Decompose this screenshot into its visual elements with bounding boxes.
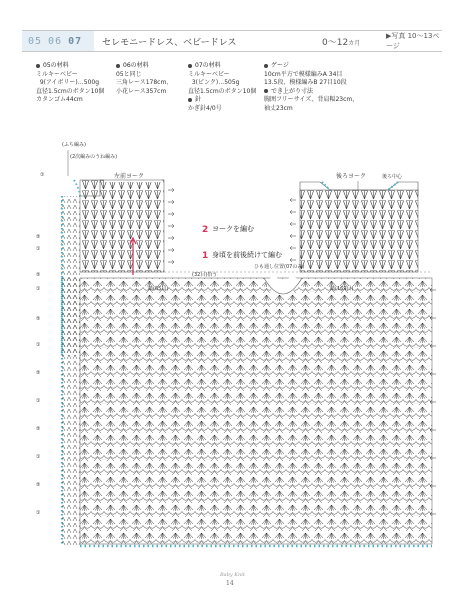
age-range: 0〜12カ月	[322, 37, 361, 48]
footer-logo: Baby Knit	[220, 572, 245, 578]
gauge-line: 10cm平方で模様編みA 34目	[264, 70, 343, 78]
step-1-text: 身頃を前後続けて編む	[212, 251, 282, 259]
material-line: ミルキーベビー	[188, 70, 230, 78]
row-marker: ①	[36, 398, 41, 404]
edge-label: (ふち編み)	[62, 142, 86, 148]
materials-heading: 07の材料	[195, 62, 221, 69]
needle-value: かぎ針4/0号	[188, 104, 222, 112]
start-marker: ①	[40, 172, 45, 178]
row-marker: ⑤	[36, 426, 41, 432]
row-arrows-back	[290, 198, 296, 262]
step-2-number: 2	[202, 225, 209, 235]
photo-reference: ▶写真 10〜13ページ	[386, 32, 440, 50]
page-number: 14	[226, 580, 234, 587]
left-front-yoke	[80, 176, 164, 272]
row-marker: ⑤	[36, 234, 41, 240]
gauge-heading: ゲージ	[271, 62, 289, 69]
pattern-number: 06	[48, 35, 63, 47]
page-title: セレモニードレス、ベビードレス	[102, 37, 237, 48]
material-line: 3(ピンク)…505g	[188, 79, 240, 87]
size-heading: でき上がり寸法	[271, 87, 314, 95]
row-marker: ①	[36, 286, 41, 292]
row-marker: ⑤	[36, 272, 41, 278]
back-center-label: 後ろ中心	[382, 174, 403, 180]
materials-heading: 06の材料	[123, 62, 149, 69]
row-marker: ①	[36, 454, 41, 460]
back-stitch-count: 縞(169目)	[330, 286, 354, 292]
step-1-number: 1	[202, 251, 209, 261]
materials-heading: 05の材料	[43, 62, 69, 69]
row-marker: ⑤	[36, 370, 41, 376]
material-line: 直径1.5cmのボタン10個	[36, 87, 105, 95]
back-yoke	[300, 182, 418, 272]
material-line: 三角レース178cm、	[116, 79, 173, 87]
left-yoke-label: 左前ヨーク	[114, 173, 145, 180]
size-line: 胸囲フリーサイズ、背肩幅23cm、	[264, 96, 359, 104]
row-marker: ⑤	[36, 482, 41, 488]
body-panel	[62, 278, 432, 546]
material-line: カタンゴム44cm	[36, 96, 83, 104]
size-line: 袖丈23cm	[264, 104, 293, 112]
row-marker: ①	[36, 246, 41, 252]
material-line: ミルキーベビー	[36, 70, 78, 78]
row-marker: ⑤	[36, 316, 41, 322]
material-line: 9(アイボリー)…500g	[36, 79, 100, 87]
material-line: 直径1.5cmのボタン10個	[188, 87, 257, 95]
material-line: 小花レース357cm	[116, 87, 167, 95]
gauge-line: 13.5段、模様編みB 27目10段	[264, 79, 347, 87]
pattern-number: 07	[68, 35, 83, 47]
edge-label-2: (2次編みのうね編み)	[70, 154, 118, 160]
row-marker: ①	[36, 342, 41, 348]
needle-heading: 針	[195, 96, 202, 104]
ribbon-label: ひも通し位置(07のみ)	[254, 264, 305, 270]
material-line: 05と同じ	[116, 70, 142, 78]
front-stitch-count: 縞(85目)	[148, 286, 169, 292]
step-2-text: ヨークを編む	[212, 225, 254, 233]
left-row-markers	[36, 234, 41, 516]
row-arrows-left	[168, 188, 174, 264]
row-marker: ①	[36, 510, 41, 516]
pattern-number: 05	[28, 35, 43, 47]
back-yoke-label: 後ろヨーク	[336, 173, 367, 180]
pickup-label: (32目)拾う	[192, 272, 218, 278]
